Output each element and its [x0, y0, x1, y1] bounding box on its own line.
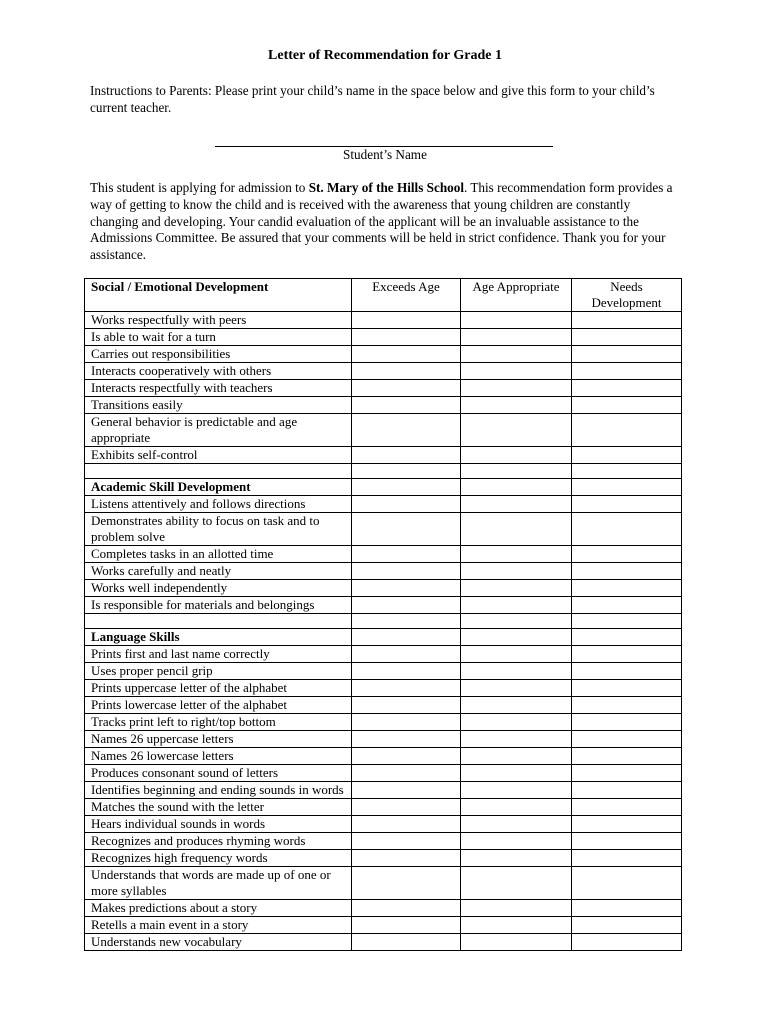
criteria-row: [85, 680, 682, 697]
criteria-label: Uses proper pencil grip: [85, 663, 352, 680]
rating-cell-exceeds-age[interactable]: [352, 397, 461, 414]
criteria-label: General behavior is predictable and age appropriate: [85, 414, 352, 447]
criteria-row: [85, 748, 682, 765]
criteria-label: Prints uppercase letter of the alphabet: [85, 680, 352, 697]
document-title: Letter of Recommendation for Grade 1: [268, 48, 502, 63]
criteria-row: [85, 714, 682, 731]
rating-cell-age-appropriate[interactable]: [461, 580, 572, 597]
rating-cell-age-appropriate[interactable]: [461, 850, 572, 867]
section-title: Language Skills: [85, 629, 352, 646]
rating-cell-age-appropriate[interactable]: [461, 799, 572, 816]
criteria-label: Recognizes and produces rhyming words: [85, 833, 352, 850]
criteria-row: [85, 850, 682, 867]
criteria-label: Understands new vocabulary: [85, 934, 352, 951]
intro-text-rest: . This recommendation form provides a way of getting to know the child and is received with the awareness that young children are constantly changing and developing. Your candid evaluation of the applicant will be an invaluable assistance to the Admissions Committee. Be assured that your comments will be held in strict confidence. Thank you for your assistance.: [90, 180, 673, 263]
rating-cell-needs-development[interactable]: [572, 900, 682, 917]
spacer-cell: [352, 464, 461, 479]
rating-cell-exceeds-age[interactable]: [352, 663, 461, 680]
rating-cell-needs-development[interactable]: [572, 799, 682, 816]
rating-cell-exceeds-age[interactable]: [352, 917, 461, 934]
rating-cell-needs-development[interactable]: [572, 782, 682, 799]
evaluation-table-body: [85, 279, 682, 951]
criteria-row: [85, 546, 682, 563]
criteria-label: Works well independently: [85, 580, 352, 597]
rating-cell-needs-development[interactable]: [572, 380, 682, 397]
rating-cell-age-appropriate[interactable]: [461, 748, 572, 765]
student-name-line[interactable]: [215, 136, 553, 147]
rating-cell-exceeds-age[interactable]: [352, 799, 461, 816]
spacer-cell: [572, 464, 682, 479]
rating-column-header: Age Appropriate: [461, 279, 572, 312]
rating-cell-needs-development[interactable]: [572, 496, 682, 513]
rating-cell-exceeds-age[interactable]: [352, 782, 461, 799]
criteria-row: [85, 414, 682, 447]
rating-column-header: Exceeds Age: [352, 279, 461, 312]
rating-cell-age-appropriate[interactable]: [461, 447, 572, 464]
criteria-label: Interacts cooperatively with others: [85, 363, 352, 380]
criteria-row: [85, 867, 682, 900]
section-header-row: [85, 629, 682, 646]
rating-cell-age-appropriate[interactable]: [461, 414, 572, 447]
rating-cell-needs-development[interactable]: [572, 714, 682, 731]
criteria-row: [85, 363, 682, 380]
rating-cell-age-appropriate[interactable]: [461, 680, 572, 697]
rating-cell-age-appropriate[interactable]: [461, 380, 572, 397]
rating-cell-needs-development[interactable]: [572, 597, 682, 614]
rating-cell-needs-development[interactable]: [572, 680, 682, 697]
rating-cell-exceeds-age[interactable]: [352, 765, 461, 782]
rating-cell-exceeds-age[interactable]: [352, 697, 461, 714]
criteria-row: [85, 312, 682, 329]
rating-cell-exceeds-age[interactable]: [352, 748, 461, 765]
rating-cell-age-appropriate[interactable]: [461, 714, 572, 731]
criteria-label: Names 26 lowercase letters: [85, 748, 352, 765]
criteria-label: Retells a main event in a story: [85, 917, 352, 934]
rating-cell-age-appropriate[interactable]: [461, 934, 572, 951]
rating-cell-exceeds-age[interactable]: [352, 546, 461, 563]
criteria-row: [85, 580, 682, 597]
rating-cell-exceeds-age[interactable]: [352, 629, 461, 646]
section-spacer-row: [85, 614, 682, 629]
rating-cell-exceeds-age[interactable]: [352, 513, 461, 546]
criteria-label: Exhibits self-control: [85, 447, 352, 464]
rating-cell-needs-development[interactable]: [572, 816, 682, 833]
rating-cell-needs-development[interactable]: [572, 363, 682, 380]
criteria-label: Hears individual sounds in words: [85, 816, 352, 833]
criteria-label: Makes predictions about a story: [85, 900, 352, 917]
criteria-row: [85, 496, 682, 513]
rating-cell-needs-development[interactable]: [572, 765, 682, 782]
rating-cell-exceeds-age[interactable]: [352, 580, 461, 597]
criteria-label: Prints first and last name correctly: [85, 646, 352, 663]
criteria-row: [85, 346, 682, 363]
criteria-label: Listens attentively and follows directions: [85, 496, 352, 513]
rating-cell-needs-development[interactable]: [572, 646, 682, 663]
rating-cell-needs-development[interactable]: [572, 934, 682, 951]
criteria-label: Works respectfully with peers: [85, 312, 352, 329]
rating-cell-age-appropriate[interactable]: [461, 363, 572, 380]
criteria-label: Names 26 uppercase letters: [85, 731, 352, 748]
school-name: St. Mary of the Hills School: [308, 180, 465, 195]
rating-cell-needs-development[interactable]: [572, 580, 682, 597]
criteria-row: [85, 765, 682, 782]
rating-cell-needs-development[interactable]: [572, 629, 682, 646]
criteria-row: [85, 329, 682, 346]
rating-cell-exceeds-age[interactable]: [352, 833, 461, 850]
rating-cell-exceeds-age[interactable]: [352, 867, 461, 900]
rating-cell-exceeds-age[interactable]: [352, 414, 461, 447]
criteria-label: Carries out responsibilities: [85, 346, 352, 363]
parent-instructions: Instructions to Parents: Please print your child’s name in the space below and give this form to your child’s current teacher.: [90, 83, 655, 115]
evaluation-table: [84, 278, 682, 951]
criteria-label: Is able to wait for a turn: [85, 329, 352, 346]
criteria-label: Identifies beginning and ending sounds in words: [85, 782, 352, 799]
criteria-row: [85, 917, 682, 934]
student-name-label: Student’s Name: [343, 147, 427, 162]
rating-cell-needs-development[interactable]: [572, 329, 682, 346]
rating-cell-age-appropriate[interactable]: [461, 816, 572, 833]
rating-cell-age-appropriate[interactable]: [461, 867, 572, 900]
rating-cell-needs-development[interactable]: [572, 546, 682, 563]
criteria-label: Produces consonant sound of letters: [85, 765, 352, 782]
criteria-label: Understands that words are made up of one or more syllables: [85, 867, 352, 900]
rating-cell-age-appropriate[interactable]: [461, 563, 572, 580]
criteria-row: [85, 563, 682, 580]
rating-cell-needs-development[interactable]: [572, 563, 682, 580]
criteria-row: [85, 513, 682, 546]
criteria-label: Works carefully and neatly: [85, 563, 352, 580]
rating-cell-exceeds-age[interactable]: [352, 934, 461, 951]
rating-cell-exceeds-age[interactable]: [352, 646, 461, 663]
rating-cell-needs-development[interactable]: [572, 697, 682, 714]
rating-cell-age-appropriate[interactable]: [461, 346, 572, 363]
criteria-row: [85, 447, 682, 464]
criteria-row: [85, 663, 682, 680]
criteria-row: [85, 833, 682, 850]
criteria-label: Transitions easily: [85, 397, 352, 414]
criteria-label: Matches the sound with the letter: [85, 799, 352, 816]
section-title: Academic Skill Development: [85, 479, 352, 496]
rating-cell-age-appropriate[interactable]: [461, 765, 572, 782]
rating-cell-exceeds-age[interactable]: [352, 816, 461, 833]
rating-cell-age-appropriate[interactable]: [461, 513, 572, 546]
rating-cell-needs-development[interactable]: [572, 917, 682, 934]
criteria-row: [85, 731, 682, 748]
rating-cell-exceeds-age[interactable]: [352, 479, 461, 496]
rating-cell-needs-development[interactable]: [572, 850, 682, 867]
rating-cell-age-appropriate[interactable]: [461, 496, 572, 513]
criteria-row: [85, 799, 682, 816]
rating-cell-age-appropriate[interactable]: [461, 833, 572, 850]
rating-cell-age-appropriate[interactable]: [461, 917, 572, 934]
spacer-cell: [85, 464, 352, 479]
rating-cell-age-appropriate[interactable]: [461, 646, 572, 663]
rating-cell-exceeds-age[interactable]: [352, 900, 461, 917]
criteria-row: [85, 900, 682, 917]
spacer-cell: [352, 614, 461, 629]
criteria-row: [85, 816, 682, 833]
rating-cell-age-appropriate[interactable]: [461, 629, 572, 646]
rating-column-header: Needs Development: [572, 279, 682, 312]
criteria-row: [85, 597, 682, 614]
spacer-cell: [572, 614, 682, 629]
rating-cell-exceeds-age[interactable]: [352, 850, 461, 867]
intro-text-start: This student is applying for admission to: [90, 180, 309, 195]
rating-cell-needs-development[interactable]: [572, 731, 682, 748]
rating-cell-age-appropriate[interactable]: [461, 663, 572, 680]
rating-cell-age-appropriate[interactable]: [461, 731, 572, 748]
rating-cell-exceeds-age[interactable]: [352, 346, 461, 363]
rating-cell-needs-development[interactable]: [572, 312, 682, 329]
rating-cell-exceeds-age[interactable]: [352, 680, 461, 697]
rating-cell-exceeds-age[interactable]: [352, 597, 461, 614]
criteria-row: [85, 397, 682, 414]
criteria-row: [85, 782, 682, 799]
criteria-label: Is responsible for materials and belongings: [85, 597, 352, 614]
criteria-label: Completes tasks in an allotted time: [85, 546, 352, 563]
criteria-row: [85, 697, 682, 714]
criteria-row: [85, 380, 682, 397]
criteria-row: [85, 934, 682, 951]
spacer-cell: [85, 614, 352, 629]
rating-cell-needs-development[interactable]: [572, 513, 682, 546]
rating-cell-exceeds-age[interactable]: [352, 363, 461, 380]
rating-cell-needs-development[interactable]: [572, 867, 682, 900]
rating-cell-needs-development[interactable]: [572, 748, 682, 765]
rating-cell-exceeds-age[interactable]: [352, 731, 461, 748]
section-title: Social / Emotional Development: [85, 279, 352, 312]
section-header-row: [85, 279, 682, 312]
spacer-cell: [461, 464, 572, 479]
rating-cell-needs-development[interactable]: [572, 833, 682, 850]
rating-cell-exceeds-age[interactable]: [352, 447, 461, 464]
rating-cell-needs-development[interactable]: [572, 414, 682, 447]
rating-cell-age-appropriate[interactable]: [461, 397, 572, 414]
criteria-label: Demonstrates ability to focus on task and to problem solve: [85, 513, 352, 546]
rating-cell-exceeds-age[interactable]: [352, 563, 461, 580]
rating-cell-age-appropriate[interactable]: [461, 312, 572, 329]
rating-cell-needs-development[interactable]: [572, 663, 682, 680]
criteria-label: Tracks print left to right/top bottom: [85, 714, 352, 731]
rating-cell-needs-development[interactable]: [572, 397, 682, 414]
rating-cell-age-appropriate[interactable]: [461, 329, 572, 346]
rating-cell-exceeds-age[interactable]: [352, 496, 461, 513]
rating-cell-age-appropriate[interactable]: [461, 900, 572, 917]
rating-cell-exceeds-age[interactable]: [352, 329, 461, 346]
rating-cell-exceeds-age[interactable]: [352, 312, 461, 329]
rating-cell-age-appropriate[interactable]: [461, 597, 572, 614]
section-header-row: [85, 479, 682, 496]
criteria-label: Recognizes high frequency words: [85, 850, 352, 867]
criteria-label: Prints lowercase letter of the alphabet: [85, 697, 352, 714]
rating-cell-age-appropriate[interactable]: [461, 697, 572, 714]
rating-cell-needs-development[interactable]: [572, 479, 682, 496]
rating-cell-needs-development[interactable]: [572, 447, 682, 464]
rating-cell-age-appropriate[interactable]: [461, 546, 572, 563]
section-spacer-row: [85, 464, 682, 479]
intro-paragraph: [90, 180, 680, 264]
spacer-cell: [461, 614, 572, 629]
rating-cell-age-appropriate[interactable]: [461, 479, 572, 496]
rating-cell-needs-development[interactable]: [572, 346, 682, 363]
criteria-row: [85, 646, 682, 663]
rating-cell-exceeds-age[interactable]: [352, 714, 461, 731]
rating-cell-age-appropriate[interactable]: [461, 782, 572, 799]
criteria-label: Interacts respectfully with teachers: [85, 380, 352, 397]
rating-cell-exceeds-age[interactable]: [352, 380, 461, 397]
